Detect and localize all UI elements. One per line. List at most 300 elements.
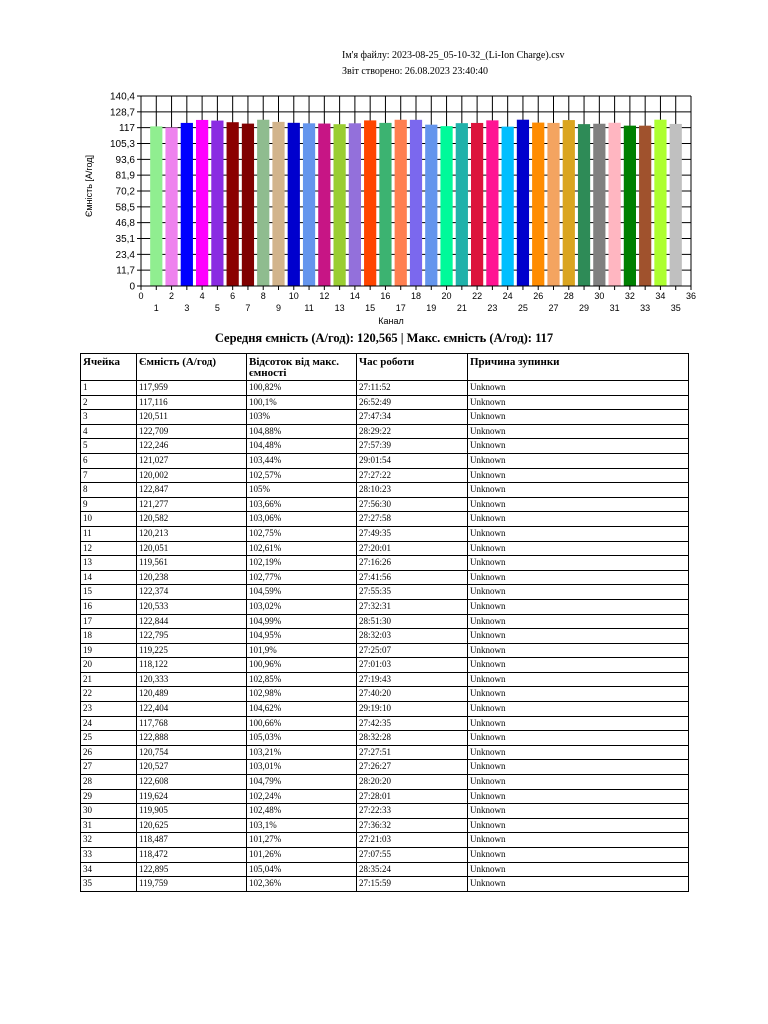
bar-channel-11	[303, 123, 315, 286]
cell-runtime: 27:49:35	[357, 526, 468, 541]
table-row	[81, 731, 689, 746]
cell-capacity: 117,959	[137, 381, 247, 396]
report-created-line: Звіт створено: 26.08.2023 23:40:40	[342, 66, 488, 77]
cell-stop-reason: Unknown	[468, 424, 689, 439]
cell-number: 5	[81, 439, 137, 454]
cell-percent: 102,48%	[247, 804, 357, 819]
bar-channel-17	[395, 120, 407, 286]
cell-percent: 104,62%	[247, 702, 357, 717]
cell-runtime: 27:20:01	[357, 541, 468, 556]
y-axis-title: Ємність [А/год]	[84, 154, 94, 218]
bar-channel-24	[502, 127, 514, 286]
cell-number: 33	[81, 848, 137, 863]
x-tick-label: 28	[563, 291, 574, 301]
cell-runtime: 27:36:32	[357, 818, 468, 833]
cell-percent: 105,04%	[247, 862, 357, 877]
table-row	[81, 599, 689, 614]
cell-capacity: 120,333	[137, 672, 247, 687]
cell-stop-reason: Unknown	[468, 512, 689, 527]
table-row	[81, 745, 689, 760]
cell-stop-reason: Unknown	[468, 804, 689, 819]
cell-runtime: 29:19:10	[357, 702, 468, 717]
cell-runtime: 27:27:58	[357, 512, 468, 527]
x-tick-label: 34	[655, 291, 666, 301]
cell-stop-reason: Unknown	[468, 468, 689, 483]
cell-capacity: 122,895	[137, 862, 247, 877]
table-row	[81, 775, 689, 790]
cell-runtime: 27:56:30	[357, 497, 468, 512]
cell-capacity: 117,768	[137, 716, 247, 731]
x-tick-label: 10	[288, 291, 299, 301]
cell-stop-reason: Unknown	[468, 789, 689, 804]
cell-number: 30	[81, 804, 137, 819]
cell-percent: 103,21%	[247, 745, 357, 760]
cell-stop-reason: Unknown	[468, 760, 689, 775]
cell-number: 24	[81, 716, 137, 731]
cell-capacity: 121,277	[137, 497, 247, 512]
cell-capacity: 122,844	[137, 614, 247, 629]
x-tick-label: 30	[594, 291, 605, 301]
x-tick-label: 35	[670, 303, 681, 313]
cell-runtime: 27:22:33	[357, 804, 468, 819]
bar-channel-28	[563, 120, 575, 286]
cell-capacity: 122,608	[137, 775, 247, 790]
cell-percent: 105%	[247, 483, 357, 498]
cell-number: 28	[81, 775, 137, 790]
table-row	[81, 848, 689, 863]
cell-capacity: 119,759	[137, 877, 247, 892]
cell-stop-reason: Unknown	[468, 570, 689, 585]
x-tick-label: 23	[487, 303, 498, 313]
cell-stop-reason: Unknown	[468, 862, 689, 877]
x-tick-label: 31	[609, 303, 620, 313]
cell-capacity: 120,754	[137, 745, 247, 760]
cell-percent: 103,01%	[247, 760, 357, 775]
cell-number: 29	[81, 789, 137, 804]
cell-stop-reason: Unknown	[468, 702, 689, 717]
cell-percent: 103%	[247, 410, 357, 425]
cell-capacity: 120,511	[137, 410, 247, 425]
bar-channel-3	[181, 123, 193, 286]
table-row	[81, 687, 689, 702]
cell-stop-reason: Unknown	[468, 497, 689, 512]
table-row	[81, 439, 689, 454]
table-row	[81, 468, 689, 483]
cell-number: 17	[81, 614, 137, 629]
table-row	[81, 512, 689, 527]
cell-stop-reason: Unknown	[468, 833, 689, 848]
cell-runtime: 27:42:35	[357, 716, 468, 731]
cell-number: 6	[81, 453, 137, 468]
cell-runtime: 27:47:34	[357, 410, 468, 425]
cell-stop-reason: Unknown	[468, 687, 689, 702]
cell-runtime: 27:27:51	[357, 745, 468, 760]
x-tick-label: 7	[245, 303, 251, 313]
cell-percent: 104,99%	[247, 614, 357, 629]
table-row	[81, 818, 689, 833]
cell-capacity: 120,625	[137, 818, 247, 833]
file-name-line: Ім'я файлу: 2023-08-25_05-10-32_(Li-Ion Charge).csv	[342, 50, 565, 61]
cell-capacity: 120,238	[137, 570, 247, 585]
x-tick-label: 3	[184, 303, 190, 313]
bar-channel-25	[517, 120, 529, 286]
bar-channel-8	[257, 120, 269, 286]
cell-stop-reason: Unknown	[468, 716, 689, 731]
x-tick-label: 22	[472, 291, 483, 301]
x-tick-label: 17	[395, 303, 406, 313]
table-row	[81, 381, 689, 396]
table-row	[81, 672, 689, 687]
cell-number: 4	[81, 424, 137, 439]
cell-number: 13	[81, 556, 137, 571]
cell-number: 9	[81, 497, 137, 512]
cell-stop-reason: Unknown	[468, 614, 689, 629]
table-row	[81, 395, 689, 410]
cell-capacity: 122,847	[137, 483, 247, 498]
cell-percent: 101,26%	[247, 848, 357, 863]
cell-capacity: 122,404	[137, 702, 247, 717]
y-tick-label: 70,2	[115, 186, 135, 198]
cell-percent: 102,98%	[247, 687, 357, 702]
x-tick-label: 36	[685, 291, 697, 301]
cell-capacity: 122,374	[137, 585, 247, 600]
cell-number: 34	[81, 862, 137, 877]
y-tick-label: 46,8	[115, 218, 135, 230]
cell-percent: 102,77%	[247, 570, 357, 585]
y-tick-label: 81,9	[115, 170, 135, 182]
table-header-row	[81, 354, 689, 381]
cell-runtime: 27:19:43	[357, 672, 468, 687]
cell-runtime: 27:15:59	[357, 877, 468, 892]
bar-channel-23	[486, 120, 498, 286]
cell-number: 35	[81, 877, 137, 892]
cell-percent: 103,66%	[247, 497, 357, 512]
cell-runtime: 28:32:28	[357, 731, 468, 746]
cell-stop-reason: Unknown	[468, 745, 689, 760]
cell-number: 19	[81, 643, 137, 658]
cell-percent: 101,27%	[247, 833, 357, 848]
column-header-runtime: Час роботи	[357, 354, 468, 381]
cell-capacity: 118,122	[137, 658, 247, 673]
x-tick-label: 26	[533, 291, 544, 301]
cell-stop-reason: Unknown	[468, 731, 689, 746]
cell-runtime: 27:41:56	[357, 570, 468, 585]
bar-channel-30	[593, 124, 605, 286]
cell-capacity: 121,027	[137, 453, 247, 468]
x-tick-label: 15	[365, 303, 376, 313]
x-tick-label: 6	[230, 291, 236, 301]
cell-stop-reason: Unknown	[468, 877, 689, 892]
cell-percent: 102,36%	[247, 877, 357, 892]
cell-number: 10	[81, 512, 137, 527]
x-tick-label: 16	[380, 291, 391, 301]
cell-percent: 102,61%	[247, 541, 357, 556]
cell-capacity: 120,489	[137, 687, 247, 702]
x-tick-label: 21	[456, 303, 467, 313]
cell-number: 3	[81, 410, 137, 425]
x-tick-label: 12	[319, 291, 330, 301]
cell-number: 14	[81, 570, 137, 585]
column-header-stop-reason: Причина зупинки	[468, 354, 689, 381]
cell-runtime: 27:27:22	[357, 468, 468, 483]
y-tick-label: 0	[129, 281, 135, 293]
table-row	[81, 760, 689, 775]
bar-channel-9	[272, 122, 284, 286]
cell-number: 12	[81, 541, 137, 556]
y-tick-label: 11,7	[116, 265, 135, 277]
x-tick-label: 13	[334, 303, 345, 313]
bar-channel-14	[349, 123, 361, 286]
cell-capacity: 120,527	[137, 760, 247, 775]
cell-percent: 100,1%	[247, 395, 357, 410]
x-tick-label: 4	[199, 291, 205, 301]
capacity-bar-chart	[0, 0, 768, 330]
cell-number: 26	[81, 745, 137, 760]
x-tick-label: 14	[349, 291, 360, 301]
cell-stop-reason: Unknown	[468, 541, 689, 556]
bar-channel-5	[211, 121, 223, 286]
cell-percent: 104,48%	[247, 439, 357, 454]
table-row	[81, 541, 689, 556]
cell-percent: 103,1%	[247, 818, 357, 833]
cell-capacity: 122,709	[137, 424, 247, 439]
table-row	[81, 410, 689, 425]
table-row	[81, 833, 689, 848]
cell-capacity: 120,213	[137, 526, 247, 541]
cell-runtime: 27:01:03	[357, 658, 468, 673]
cell-number: 1	[81, 381, 137, 396]
x-tick-label: 20	[441, 291, 452, 301]
cell-runtime: 27:16:26	[357, 556, 468, 571]
cell-runtime: 27:26:27	[357, 760, 468, 775]
table-row	[81, 614, 689, 629]
bar-channel-19	[425, 125, 437, 286]
cell-number: 8	[81, 483, 137, 498]
table-row	[81, 526, 689, 541]
cell-stop-reason: Unknown	[468, 848, 689, 863]
cell-runtime: 28:10:23	[357, 483, 468, 498]
cell-runtime: 27:28:01	[357, 789, 468, 804]
cell-number: 2	[81, 395, 137, 410]
bar-channel-16	[379, 123, 391, 286]
cell-runtime: 27:32:31	[357, 599, 468, 614]
cell-stop-reason: Unknown	[468, 585, 689, 600]
table-row	[81, 424, 689, 439]
cell-number: 31	[81, 818, 137, 833]
table-row	[81, 877, 689, 892]
x-tick-label: 5	[214, 303, 220, 313]
y-tick-label: 23,4	[115, 249, 135, 261]
x-tick-label: 25	[517, 303, 528, 313]
x-tick-label: 27	[548, 303, 559, 313]
bar-channel-35	[670, 124, 682, 286]
x-tick-label: 19	[426, 303, 437, 313]
cell-percent: 101,9%	[247, 643, 357, 658]
y-tick-label: 128,7	[109, 107, 135, 119]
x-tick-label: 33	[640, 303, 651, 313]
cell-capacity: 120,002	[137, 468, 247, 483]
x-axis-title: Канал	[378, 316, 404, 326]
cell-stop-reason: Unknown	[468, 658, 689, 673]
cell-percent: 100,82%	[247, 381, 357, 396]
x-tick-label: 8	[260, 291, 266, 301]
cell-runtime: 28:29:22	[357, 424, 468, 439]
table-row	[81, 629, 689, 644]
cell-stop-reason: Unknown	[468, 483, 689, 498]
cell-runtime: 27:11:52	[357, 381, 468, 396]
bar-channel-18	[410, 120, 422, 286]
x-tick-label: 0	[138, 291, 144, 301]
cell-runtime: 27:40:20	[357, 687, 468, 702]
cell-percent: 104,59%	[247, 585, 357, 600]
cell-capacity: 119,905	[137, 804, 247, 819]
cell-percent: 100,96%	[247, 658, 357, 673]
bar-channel-27	[547, 123, 559, 286]
cell-percent: 100,66%	[247, 716, 357, 731]
cell-runtime: 28:35:24	[357, 862, 468, 877]
cells-table	[80, 353, 689, 892]
bar-channel-29	[578, 124, 590, 286]
table-row	[81, 453, 689, 468]
bar-channel-6	[227, 122, 239, 286]
cell-percent: 104,95%	[247, 629, 357, 644]
cell-stop-reason: Unknown	[468, 818, 689, 833]
cell-percent: 102,75%	[247, 526, 357, 541]
cell-stop-reason: Unknown	[468, 395, 689, 410]
table-row	[81, 556, 689, 571]
capacity-summary: Середня ємність (А/год): 120,565 | Макс. ємність (А/год): 117	[214, 331, 554, 345]
cell-capacity: 122,246	[137, 439, 247, 454]
cell-capacity: 120,051	[137, 541, 247, 556]
column-header-percent: Відсоток від макс. ємності	[247, 354, 357, 381]
cell-number: 15	[81, 585, 137, 600]
table-row	[81, 643, 689, 658]
bar-channel-21	[456, 123, 468, 286]
y-tick-label: 93,6	[115, 154, 135, 166]
table-row	[81, 658, 689, 673]
x-tick-label: 9	[275, 303, 282, 313]
cell-capacity: 117,116	[137, 395, 247, 410]
cell-capacity: 122,888	[137, 731, 247, 746]
cell-stop-reason: Unknown	[468, 599, 689, 614]
cell-number: 11	[81, 526, 137, 541]
column-header-cell: Ячейка	[81, 354, 137, 381]
cell-runtime: 27:57:39	[357, 439, 468, 454]
cell-percent: 105,03%	[247, 731, 357, 746]
cell-number: 22	[81, 687, 137, 702]
bar-channel-12	[318, 124, 330, 286]
table-row	[81, 789, 689, 804]
cell-stop-reason: Unknown	[468, 439, 689, 454]
table-row	[81, 862, 689, 877]
y-tick-label: 140,4	[109, 91, 135, 103]
table-row	[81, 570, 689, 585]
bar-channel-32	[624, 126, 636, 286]
cell-stop-reason: Unknown	[468, 775, 689, 790]
cell-percent: 102,85%	[247, 672, 357, 687]
cell-stop-reason: Unknown	[468, 381, 689, 396]
cell-number: 21	[81, 672, 137, 687]
bar-channel-26	[532, 123, 544, 286]
cell-runtime: 26:52:49	[357, 395, 468, 410]
y-tick-label: 58,5	[115, 202, 135, 214]
cell-number: 32	[81, 833, 137, 848]
x-tick-label: 32	[624, 291, 635, 301]
cell-percent: 102,19%	[247, 556, 357, 571]
table-row	[81, 716, 689, 731]
cell-percent: 102,57%	[247, 468, 357, 483]
cell-number: 16	[81, 599, 137, 614]
x-tick-label: 11	[304, 303, 314, 313]
cell-percent: 103,44%	[247, 453, 357, 468]
cell-percent: 104,88%	[247, 424, 357, 439]
cell-runtime: 27:07:55	[357, 848, 468, 863]
cell-capacity: 119,624	[137, 789, 247, 804]
cell-capacity: 118,487	[137, 833, 247, 848]
cell-stop-reason: Unknown	[468, 526, 689, 541]
cell-stop-reason: Unknown	[468, 672, 689, 687]
cell-runtime: 28:51:30	[357, 614, 468, 629]
cell-number: 18	[81, 629, 137, 644]
table-row	[81, 585, 689, 600]
cell-number: 27	[81, 760, 137, 775]
bar-channel-10	[288, 123, 300, 286]
cell-number: 23	[81, 702, 137, 717]
cell-stop-reason: Unknown	[468, 643, 689, 658]
bar-channel-15	[364, 120, 376, 286]
cell-runtime: 28:32:03	[357, 629, 468, 644]
bar-channel-33	[639, 126, 651, 286]
cell-runtime: 27:55:35	[357, 585, 468, 600]
cell-stop-reason: Unknown	[468, 629, 689, 644]
cell-capacity: 119,225	[137, 643, 247, 658]
bar-channel-31	[609, 123, 621, 286]
cell-capacity: 118,472	[137, 848, 247, 863]
bar-channel-20	[440, 126, 452, 286]
x-tick-label: 29	[579, 303, 590, 313]
x-tick-label: 2	[169, 291, 175, 301]
x-tick-label: 1	[153, 303, 159, 313]
cell-percent: 104,79%	[247, 775, 357, 790]
cell-runtime: 28:20:20	[357, 775, 468, 790]
bar-channel-22	[471, 123, 483, 286]
bar-channel-1	[150, 126, 162, 286]
cell-percent: 102,24%	[247, 789, 357, 804]
y-tick-label: 117	[119, 123, 135, 135]
cell-number: 25	[81, 731, 137, 746]
table-row	[81, 483, 689, 498]
cell-capacity: 122,795	[137, 629, 247, 644]
y-tick-label: 105,3	[109, 139, 135, 150]
table-row	[81, 497, 689, 512]
x-tick-label: 24	[502, 291, 513, 301]
bar-channel-4	[196, 120, 208, 286]
bar-channel-34	[654, 120, 666, 286]
table-row	[81, 702, 689, 717]
cell-capacity: 120,533	[137, 599, 247, 614]
x-tick-label: 18	[410, 291, 422, 301]
cell-number: 20	[81, 658, 137, 673]
cell-number: 7	[81, 468, 137, 483]
bar-channel-7	[242, 124, 254, 286]
table-row	[81, 804, 689, 819]
cell-capacity: 119,561	[137, 556, 247, 571]
cell-runtime: 27:21:03	[357, 833, 468, 848]
cell-stop-reason: Unknown	[468, 410, 689, 425]
cell-capacity: 120,582	[137, 512, 247, 527]
bar-channel-13	[334, 124, 346, 286]
cell-stop-reason: Unknown	[468, 453, 689, 468]
